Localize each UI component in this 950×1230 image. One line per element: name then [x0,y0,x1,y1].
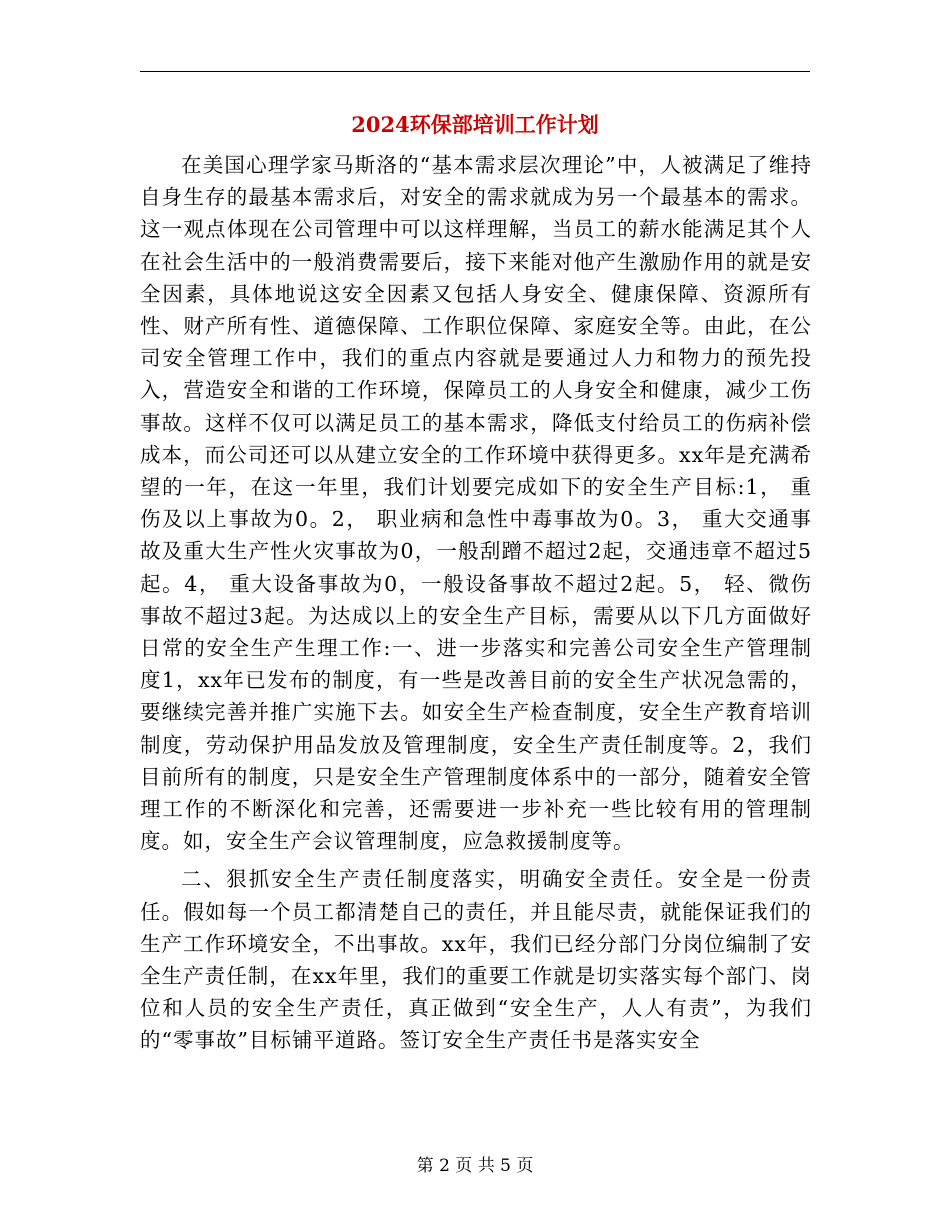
document-title: 2024环保部培训工作计划 [351,112,599,137]
page-number-footer: 第 2 页 共 5 页 [416,1156,534,1176]
paragraph-intro: 在美国心理学家马斯洛的“基本需求层次理论”中，人被满足了维持自身生存的最基本需求后，对安全的需求就成为另一个最基本的需求。这一观点体现在公司管理中可以这样理解，当员工的薪水能满足其个人在社会生活中的一般消费需要后，接下来能对他产生激励作用的就是安全因素，具体地说这安全因素又包括人身安全、健康保障、资源所有性、财产所有性、道德保障、工作职位保障、家庭安全等。由此，在公司安全管理工作中，我们的重点内容就是要通过人力和物力的预先投入，营造安全和谐的工作环境，保障员工的人身安全和健康，减少工伤事故。这样不仅可以满足员工的基本需求，降低支付给员工的伤病补偿成本，而公司还可以从建立安全的工作环境中获得更多。xx年是充满希望的一年，在这一年里，我们计划要完成如下的安全生产目标:1， 重伤及以上事故为0。2， 职业病和急性中毒事故为0。3， 重大交通事故及重大生产性火灾事故为0，一般刮蹭不超过2起，交通违章不超过5起。4， 重大设备事故为0，一般设备事故不超过2起。5， 轻、微伤事故不超过3起。为达成以上的安全生产目标，需要从以下几方面做好日常的安全生产生理工作:一、进一步落实和完善公司安全生产管理制度1，xx年已发布的制度，有一些是改善目前的安全生产状况急需的，要继续完善并推广实施下去。如安全生产检查制度，安全生产教育培训制度，劳动保护用品发放及管理制度，安全生产责任制度等。2，我们目前所有的制度，只是安全生产管理制度体系中的一部分，随着安全管理工作的不断深化和完善，还需要进一步补充一些比较有用的管理制度。如，安全生产会议管理制度，应急救援制度等。 [140,153,812,854]
header-rule [140,71,810,72]
paragraph-section-two: 二、狠抓安全生产责任制度落实，明确安全责任。安全是一份责任。假如每一个员工都清楚自己的责任，并且能尽责，就能保证我们的生产工作环境安全，不出事故。xx年，我们已经分部门分岗位编制了安全生产责任制，在xx年里，我们的重要工作就是切实落实每个部门、岗位和人员的安全生产责任，真正做到“安全生产，人人有责”，为我们的“零事故”目标铺平道路。签订安全生产责任书是落实安全 [140,867,812,1053]
document-body [140,149,812,1057]
